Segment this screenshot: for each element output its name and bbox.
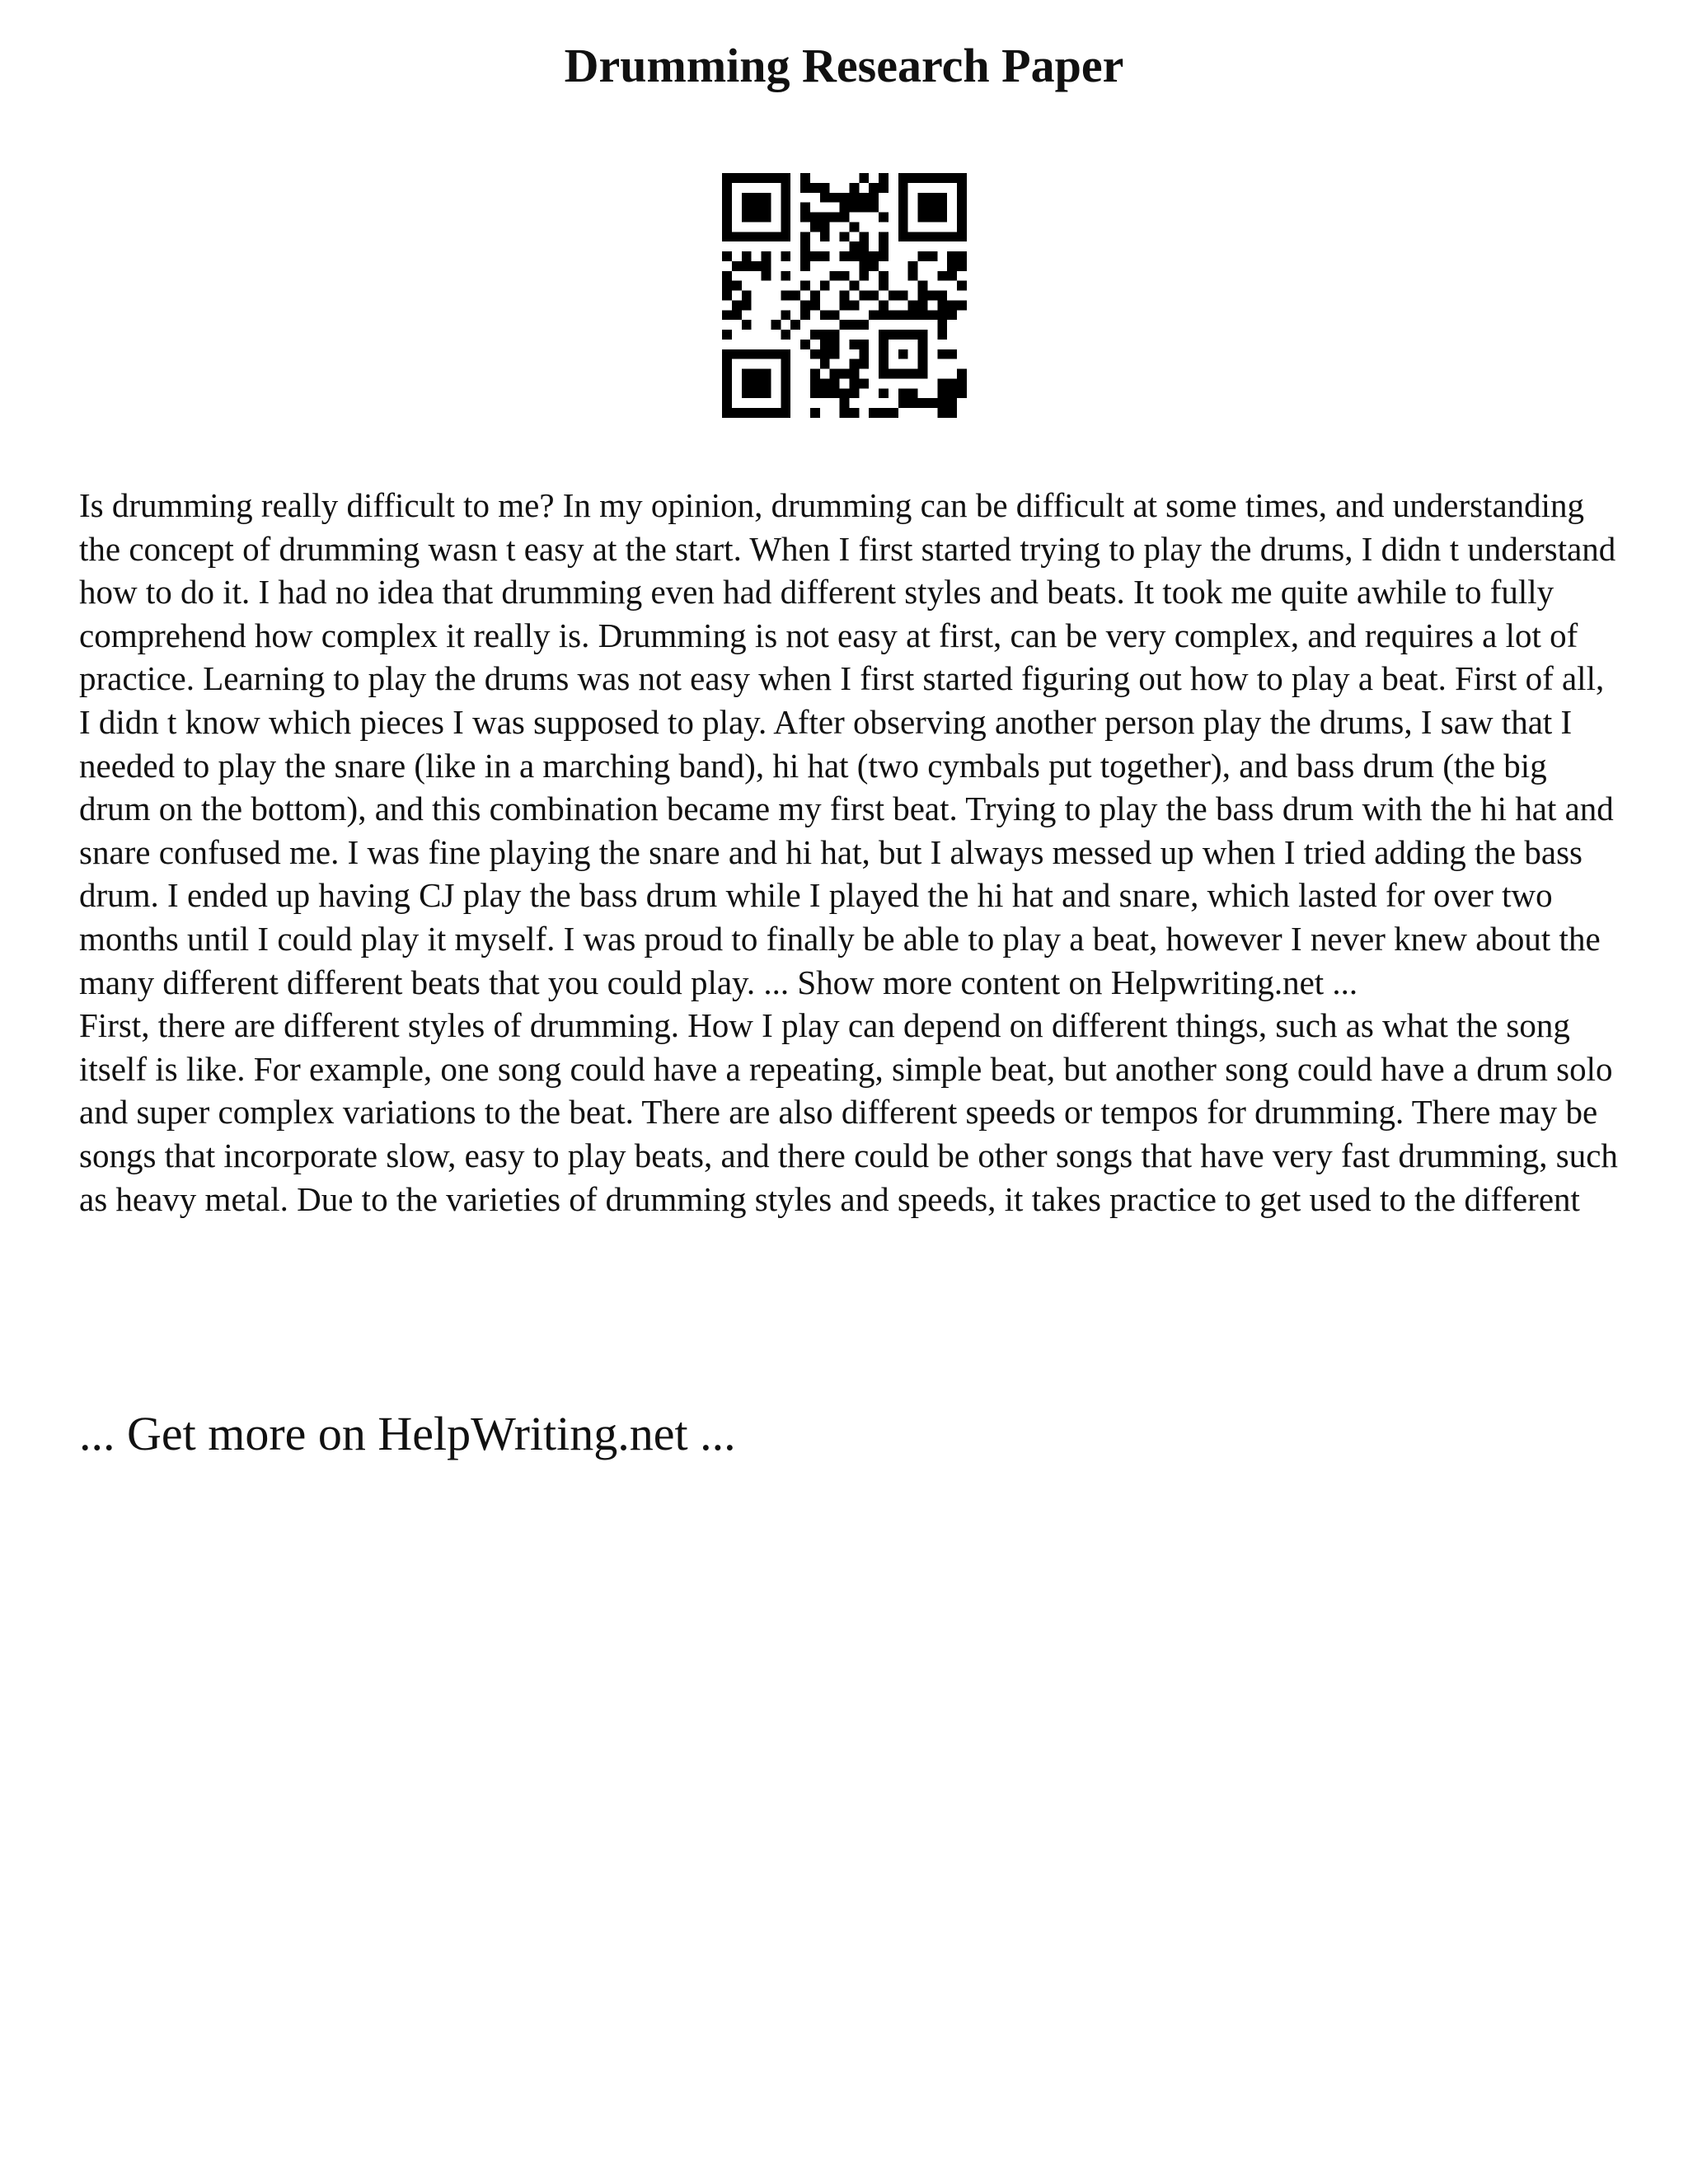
qr-code-graphic xyxy=(722,173,967,418)
page-title: Drumming Research Paper xyxy=(564,39,1124,92)
paragraph-1: Is drumming really difficult to me? In my opinion, drumming can be difficult at some times, and understanding the concept of drumming wasn t easy at the start. When I first started trying to play the drums, I didn t understand how to do it. I had no idea that drumming even had different styles and beats. It took me quite awhile to fully comprehend how complex it really is. Drumming is not easy at first, can be very complex, and requires a lot of practice. Learning to play the drums was not easy when I first started figuring out how to play a beat. First of all, I didn t know which pieces I was supposed to play. After observing another person play the drums, I saw that I needed to play the snare (like in a marching band), hi hat (two cymbals put together), and bass drum (the big drum on the bottom), and this combination became my first beat. Trying to play the bass drum with the hi hat and snare confused me. I was fine playing the snare and hi hat, but I always messed up when I tried adding the bass drum. I ended up having CJ play the bass drum while I played the hi hat and snare, which lasted for over two months until I could play it myself. I was proud to finally be able to play a beat, however I never knew about the many different different beats that you could play. ... Show more content on Helpwriting.net ... xyxy=(79,486,1616,1001)
article-body xyxy=(79,484,1620,1221)
get-more-link[interactable]: ... Get more on HelpWriting.net ... xyxy=(79,1407,736,1460)
qr-code-image xyxy=(722,173,967,418)
paragraph-2: First, there are different styles of drumming. How I play can depend on different things, such as what the song itself is like. For example, one song could have a repeating, simple beat, but another song could have a drum solo and super complex variations to the beat. There are also different speeds or tempos for drumming. There may be songs that incorporate slow, easy to play beats, and there could be other songs that have very fast drumming, such as heavy metal. Due to the varieties of drumming styles and speeds, it takes practice to get used to the different xyxy=(79,1006,1618,1218)
